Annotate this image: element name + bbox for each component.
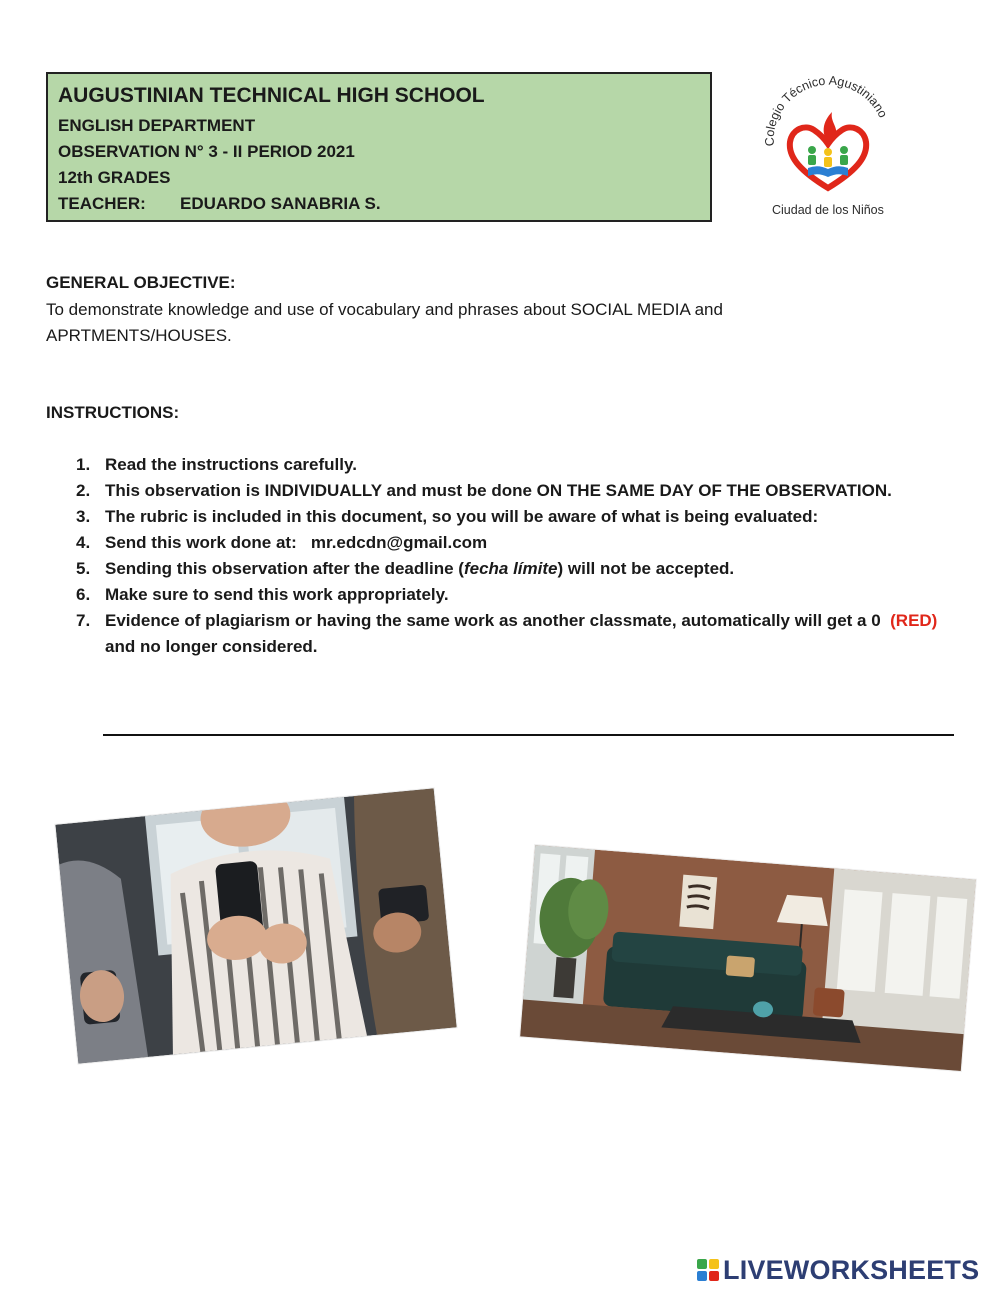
list-item <box>76 556 946 582</box>
logo-child-green-body <box>808 155 816 165</box>
department: ENGLISH DEPARTMENT <box>58 116 256 135</box>
liveworksheets-logo-icon <box>697 1259 719 1281</box>
objective-text: To demonstrate knowledge and use of vocabulary and phrases about SOCIAL MEDIA and APRTMENTS/HOUSES. <box>46 300 723 345</box>
list-item <box>76 582 946 608</box>
logo-bottom-text: Ciudad de los Niños <box>772 203 884 217</box>
divider-line <box>103 734 954 736</box>
logo-arc-text: Colegio Técnico Agustiniano <box>762 76 890 147</box>
logo-child-green <box>808 146 816 154</box>
list-item <box>76 504 946 530</box>
item-number: 1. <box>76 455 91 474</box>
item-number: 7. <box>76 611 91 630</box>
living-room-photo-art <box>520 845 976 1071</box>
item-number: 6. <box>76 585 91 604</box>
grades: 12th GRADES <box>58 168 171 187</box>
brand-tile <box>709 1259 719 1269</box>
item-number: 3. <box>76 507 91 526</box>
liveworksheets-brand <box>697 1253 979 1287</box>
logo-child-green-2 <box>840 146 848 154</box>
objective-heading: GENERAL OBJECTIVE: <box>46 273 236 292</box>
item-number: 2. <box>76 481 91 500</box>
item-text: Read the instructions carefully. <box>105 455 357 474</box>
item-text: This observation is INDIVIDUALLY and must be done ON THE SAME DAY OF THE OBSERVATION. <box>105 481 892 500</box>
list-item <box>76 530 946 556</box>
item-number: 5. <box>76 559 91 578</box>
teacher-line <box>58 191 700 217</box>
list-item <box>76 478 946 504</box>
list-item <box>76 452 946 478</box>
item-number: 4. <box>76 533 91 552</box>
brand-tile <box>697 1259 707 1269</box>
living-room-photo <box>520 845 976 1071</box>
school-name: AUGUSTINIAN TECHNICAL HIGH SCHOOL <box>58 84 485 107</box>
observation-title: OBSERVATION N° 3 - II PERIOD 2021 <box>58 142 355 161</box>
item-text: Send this work done at: mr.edcdn@gmail.com <box>105 533 488 552</box>
list-item <box>76 608 946 660</box>
instructions-heading: INSTRUCTIONS: <box>46 403 180 422</box>
item-text-part: Evidence of plagiarism or having the same work as another classmate, automatically will get a 0 <box>105 611 891 630</box>
school-logo-graphic <box>752 76 902 226</box>
logo-flame <box>824 112 837 142</box>
instructions-list <box>76 452 946 660</box>
header-box <box>46 72 712 222</box>
social-media-photo <box>55 788 456 1063</box>
item-text <box>105 608 946 660</box>
item-text: The rubric is included in this document, so you will be aware of what is being evaluated: <box>105 507 819 526</box>
item-text-part: Sending this observation after the deadline ( <box>105 559 464 578</box>
item-text-part: ) will not be accepted. <box>557 559 735 578</box>
teacher-name: EDUARDO SANABRIA S. <box>180 194 381 213</box>
logo-child-green-2-body <box>840 155 848 165</box>
teacher-label: TEACHER: <box>58 194 146 213</box>
social-media-photo-art <box>55 788 456 1063</box>
item-text: Make sure to send this work appropriately. <box>105 585 449 604</box>
brand-tile <box>697 1271 707 1281</box>
item-text <box>105 556 734 582</box>
brand-name: LIVEWORKSHEETS <box>723 1254 980 1285</box>
item-text-italic: fecha límite <box>463 559 558 578</box>
brand-tile <box>709 1271 719 1281</box>
school-logo <box>752 76 902 226</box>
logo-child-yellow-body <box>824 157 832 167</box>
item-text-red: (RED) <box>890 611 938 630</box>
logo-child-yellow <box>824 148 832 156</box>
item-text-part: and no longer considered. <box>105 611 943 656</box>
